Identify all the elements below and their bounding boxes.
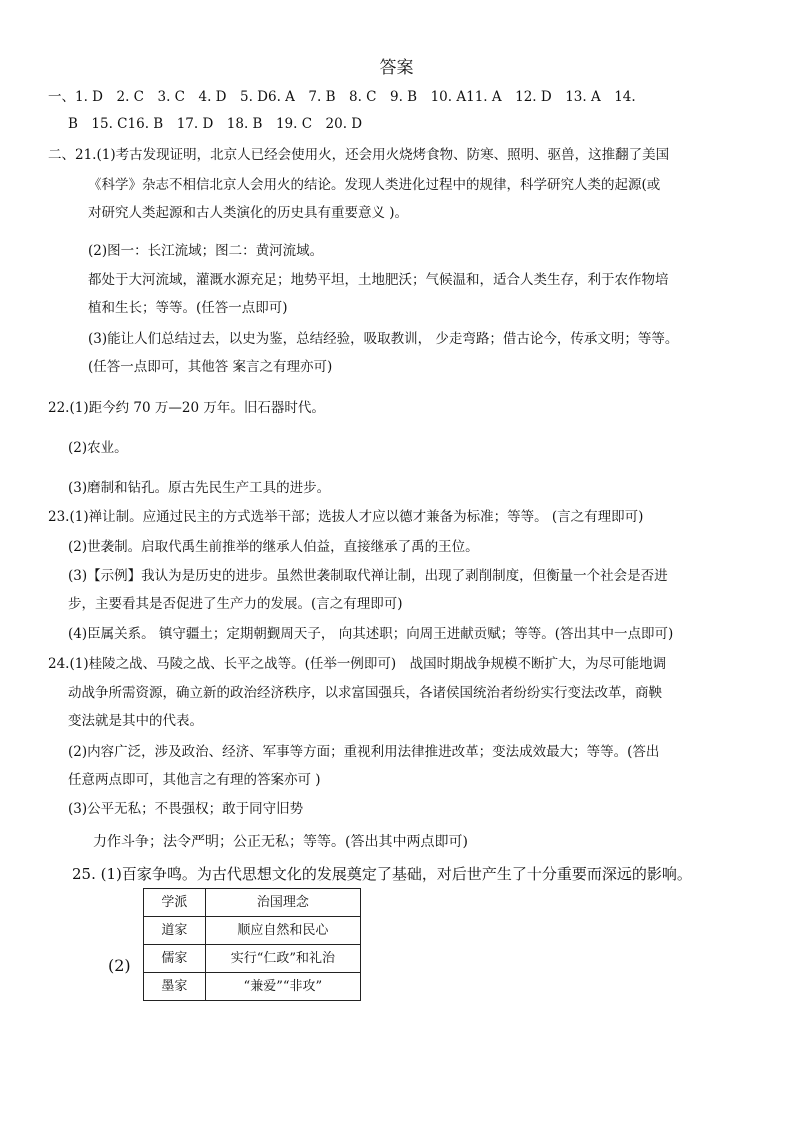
text-line: (4)臣属关系。 镇守疆土；定期朝觐周天子， 向其述职；向周王进献贡赋；等等。(答出其中一点即可): [68, 626, 674, 642]
text-line: 22.(1)距今约 70 万—20 万年。旧石器时代。: [48, 400, 325, 416]
schools-table: [143, 888, 361, 1001]
text-line: B 15. C16. B 17. D 18. B 19. C 20. D: [68, 116, 363, 132]
table-header-row: [144, 889, 361, 917]
table-cell: 实行“仁政”和礼治: [205, 945, 360, 973]
text-line: (任答一点即可，其他答 案言之有理亦可): [88, 359, 333, 375]
table-cell: 儒家: [144, 945, 206, 973]
text-line: (2)图一：长江流域；图二：黄河流域。: [88, 243, 324, 259]
table-row: [144, 945, 361, 973]
text-line: 力作斗争；法令严明；公正无私；等等。(答出其中两点即可): [93, 834, 468, 850]
text-line: (2)世袭制。启取代禹生前推举的继承人伯益，直接继承了禹的王位。: [68, 539, 479, 555]
text-line: 24.(1)桂陵之战、马陵之战、长平之战等。(任举一例即可) 战国时期战争规模不断扩大，为尽可能地调: [48, 656, 667, 672]
table-cell: 墨家: [144, 973, 206, 1001]
text-line: 《科学》杂志不相信北京人会用火的结论。发现人类进化过程中的规律，科学研究人类的起源(或: [88, 177, 661, 193]
table-cell: 顺应自然和民心: [205, 917, 360, 945]
text-line: (3)公平无私；不畏强权；敢于同守旧势: [68, 801, 304, 817]
text-line: (3)【示例】我认为是历史的进步。虽然世袭制取代禅让制，出现了剥削制度，但衡量一个社会是否进: [68, 568, 668, 584]
page-title: 答案: [379, 58, 414, 78]
text-line: 变法就是其中的代表。: [68, 713, 203, 729]
table-cell: 道家: [144, 917, 206, 945]
text-line: 二、21.(1)考古发现证明，北京人已经会使用火，还会用火烧烤食物、防寒、照明、驱兽，这推翻了美国: [48, 147, 670, 163]
text-line: (3)能让人们总结过去，以史为鉴，总结经验，吸取教训， 少走弯路；借古论今，传承文明；等等。: [88, 331, 679, 347]
table-header-cell: 治国理念: [205, 889, 360, 917]
text-line: 任意两点即可，其他言之有理的答案亦可 ): [68, 772, 321, 788]
table-header-cell: 学派: [144, 889, 206, 917]
text-line: 动战争所需资源，确立新的政治经济秩序，以求富国强兵，各诸侯国统治者纷纷实行变法改革，商鞅: [68, 685, 662, 701]
table-cell: “兼爱”“非攻”: [205, 973, 360, 1001]
table-label: (2): [108, 956, 131, 975]
text-line: 一、1. D 2. C 3. C 4. D 5. D6. A 7. B 8. C 9. B 10. A11. A 12. D 13. A 14.: [48, 89, 636, 105]
table-row: [144, 917, 361, 945]
text-line: 步，主要看其是否促进了生产力的发展。(言之有理即可): [68, 596, 403, 612]
text-line: (2)内容广泛，涉及政治、经济、军事等方面；重视利用法律推进改革；变法成效最大；等等。(答出: [68, 744, 660, 760]
table-row: [144, 973, 361, 1001]
text-line: 植和生长；等等。(任答一点即可): [88, 300, 288, 316]
text-line: (3)磨制和钻孔。原古先民生产工具的进步。: [68, 480, 331, 496]
text-line: (2)农业。: [68, 440, 128, 456]
text-line: 23.(1)禅让制。应通过民主的方式选举干部；选拔人才应以德才兼备为标准；等等。 (言之有理即可): [48, 509, 644, 525]
text-line: 25. (1)百家争鸣。为古代思想文化的发展奠定了基础，对后世产生了十分重要而深远的影响。: [72, 865, 692, 883]
text-line: 对研究人类起源和古人类演化的历史具有重要意义 )。: [88, 205, 409, 221]
text-line: 都处于大河流域，灌溉水源充足；地势平坦，土地肥沃；气候温和，适合人类生存，利于农作物培: [88, 272, 669, 288]
